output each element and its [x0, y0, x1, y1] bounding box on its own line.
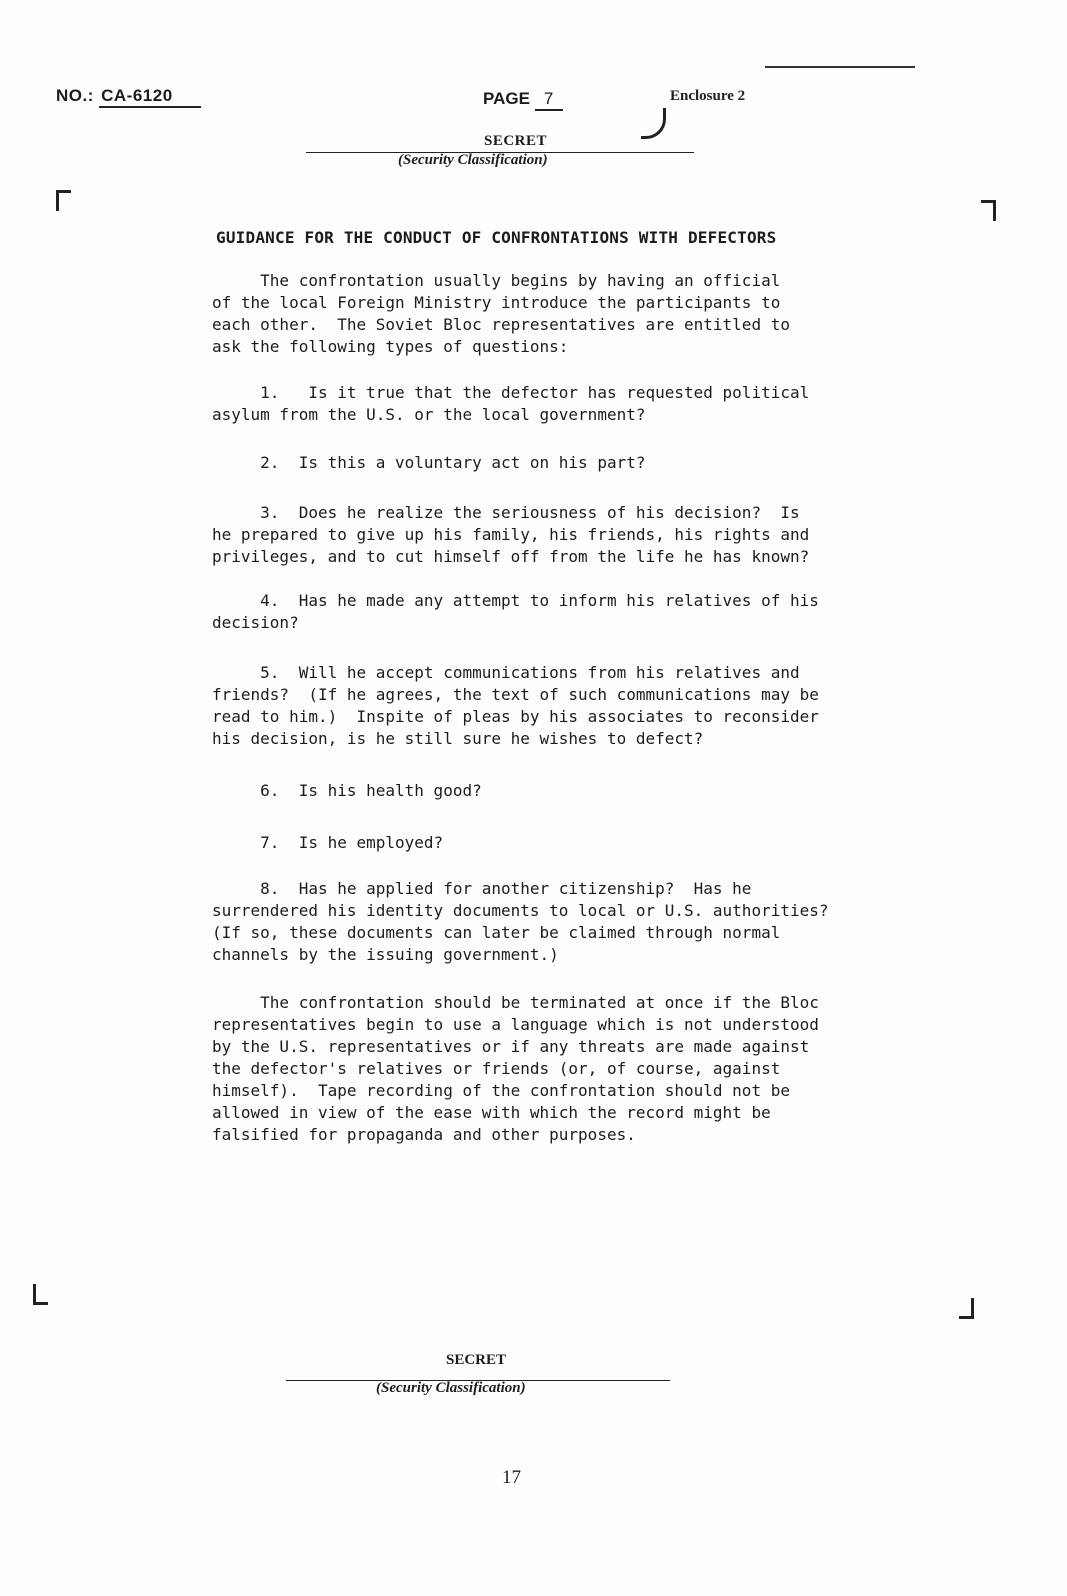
- document-number: [56, 86, 201, 108]
- page-indicator: [483, 89, 563, 111]
- question-2: 2. Is this a voluntary act on his part?: [212, 453, 646, 472]
- crop-mark-top-left: [56, 190, 71, 211]
- document-number-label: NO.:: [56, 86, 94, 105]
- hook-mark: [641, 108, 666, 139]
- question-6: 6. Is his health good?: [212, 781, 482, 800]
- enclosure-label: Enclosure 2: [670, 88, 746, 104]
- document-body: [212, 270, 924, 1146]
- page-number: 17: [502, 1467, 521, 1488]
- classification-top-label: SECRET: [484, 133, 548, 149]
- question-7: 7. Is he employed?: [212, 833, 444, 852]
- question-4: 4. Has he made any attempt to inform his relatives of his decision?: [212, 591, 819, 632]
- crop-mark-top-right: [981, 200, 996, 221]
- classification-bottom-label: SECRET: [446, 1352, 507, 1368]
- page-value: 7: [535, 89, 563, 111]
- question-1: 1. Is it true that the defector has requested political asylum from the U.S. or the local government?: [212, 383, 810, 424]
- question-5: 5. Will he accept communications from his relatives and friends? (If he agrees, the text of such communications may be read to him.) Inspite of pleas by his associates to reconsider his decision, is he still sure he wishes to defect?: [212, 663, 819, 748]
- page-label: PAGE: [483, 89, 530, 108]
- classification-bottom-subtitle: (Security Classification): [376, 1380, 526, 1396]
- crop-mark-bottom-left: [33, 1284, 48, 1305]
- document-title: GUIDANCE FOR THE CONDUCT OF CONFRONTATIONS WITH DEFECTORS: [216, 228, 777, 247]
- question-3: 3. Does he realize the seriousness of his decision? Is he prepared to give up his family, his friends, his rights and privileges, and to cut himself off from the life he has known?: [212, 503, 810, 566]
- closing-paragraph: The confrontation should be terminated at once if the Bloc representatives begin to use a language which is not understood by the U.S. representatives or if any threats are made against the defector's relatives or friends (or, of course, against himself). Tape recording of the confrontation should not be allowed in view of the ease with which the record might be falsified for propaganda and other purposes.: [212, 993, 819, 1144]
- document-number-value: CA-6120: [99, 86, 201, 108]
- crop-mark-bottom-right: [959, 1298, 974, 1319]
- enclosure-rule: [765, 66, 915, 68]
- classification-top-subtitle: (Security Classification): [398, 152, 548, 168]
- question-8: 8. Has he applied for another citizenship? Has he surrendered his identity documents to local or U.S. authorities? (If so, these documents can later be claimed through normal channels by the issuing government.): [212, 879, 829, 964]
- intro-paragraph: The confrontation usually begins by having an official of the local Foreign Ministry introduce the participants to each other. The Soviet Bloc representatives are entitled to ask the following types of questions:: [212, 271, 790, 356]
